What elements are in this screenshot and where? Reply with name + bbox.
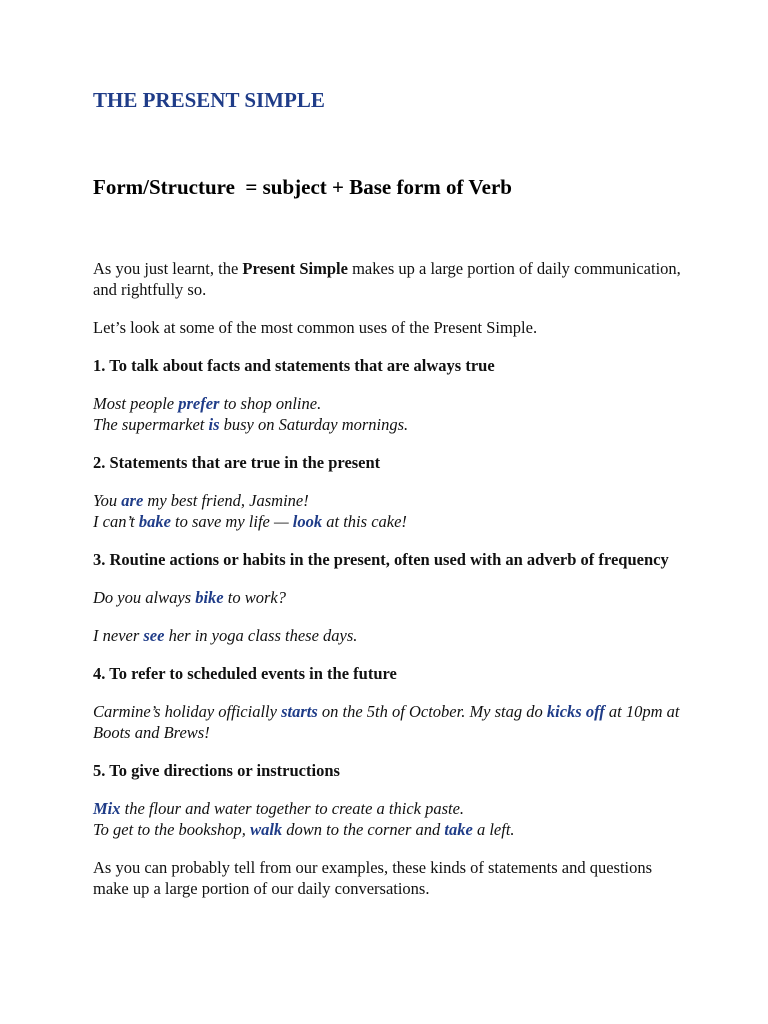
example-text: a left. (472, 820, 515, 839)
section-examples-1 (93, 393, 683, 435)
example-text: down to the corner and (282, 820, 445, 839)
example-text: at this cake! (322, 512, 407, 531)
section-heading-4: 4. To refer to scheduled events in the future (93, 664, 397, 683)
page-title: THE PRESENT SIMPLE (93, 88, 325, 112)
intro-second-paragraph: Let’s look at some of the most common uses of the Present Simple. (93, 318, 538, 337)
section-example-3b (93, 625, 683, 646)
verb-highlight: starts (281, 702, 318, 721)
example-text: Do you always (93, 588, 196, 607)
example-text: Carmine’s holiday officially (93, 702, 282, 721)
example-text: to save my life — (170, 512, 293, 531)
section-heading-1: 1. To talk about facts and statements that are always true (93, 356, 495, 375)
example-text: to work? (223, 588, 286, 607)
example-text: Most people (93, 394, 179, 413)
example-text: The supermarket (93, 415, 209, 434)
example-text: to shop online. (219, 394, 322, 413)
verb-highlight: is (208, 415, 220, 434)
example-text: my best friend, Jasmine! (143, 491, 309, 510)
verb-highlight: walk (250, 820, 283, 839)
section-heading-3: 3. Routine actions or habits in the present, often used with an adverb of frequency (93, 550, 669, 569)
intro-bold-term: Present Simple (242, 259, 348, 278)
verb-highlight: Mix (93, 799, 121, 818)
example-text: on the 5th of October. My stag do (317, 702, 547, 721)
intro-text-start: As you just learnt, the (93, 259, 243, 278)
example-text: at 10pm at Boots and Brews! (93, 702, 680, 742)
verb-highlight: see (143, 626, 165, 645)
example-text: I never (93, 626, 144, 645)
example-text: I can’t (93, 512, 139, 531)
section-examples-5 (93, 798, 683, 840)
section-heading-2: 2. Statements that are true in the present (93, 453, 381, 472)
example-text: To get to the bookshop, (93, 820, 251, 839)
intro-paragraph (93, 258, 683, 300)
verb-highlight: kicks off (546, 702, 605, 721)
document-body (93, 258, 683, 916)
section-example-3a (93, 587, 683, 608)
intro-text-end: makes up a large portion of daily communication, and rightfully so. (93, 259, 681, 299)
example-text: her in yoga class these days. (164, 626, 358, 645)
verb-highlight: prefer (178, 394, 220, 413)
verb-highlight: bike (195, 588, 224, 607)
verb-highlight: bake (138, 512, 171, 531)
example-text: You (93, 491, 122, 510)
form-structure-formula: Form/Structure = subject + Base form of Verb (93, 175, 512, 199)
example-text: busy on Saturday mornings. (219, 415, 409, 434)
section-heading-5: 5. To give directions or instructions (93, 761, 340, 780)
section-examples-2 (93, 490, 683, 532)
verb-highlight: take (444, 820, 473, 839)
verb-highlight: look (292, 512, 323, 531)
closing-paragraph: As you can probably tell from our examples, these kinds of statements and questions make up a large portion of our daily conversations. (93, 858, 653, 898)
section-examples-4 (93, 701, 683, 743)
verb-highlight: are (121, 491, 144, 510)
example-text: the flour and water together to create a thick paste. (120, 799, 465, 818)
